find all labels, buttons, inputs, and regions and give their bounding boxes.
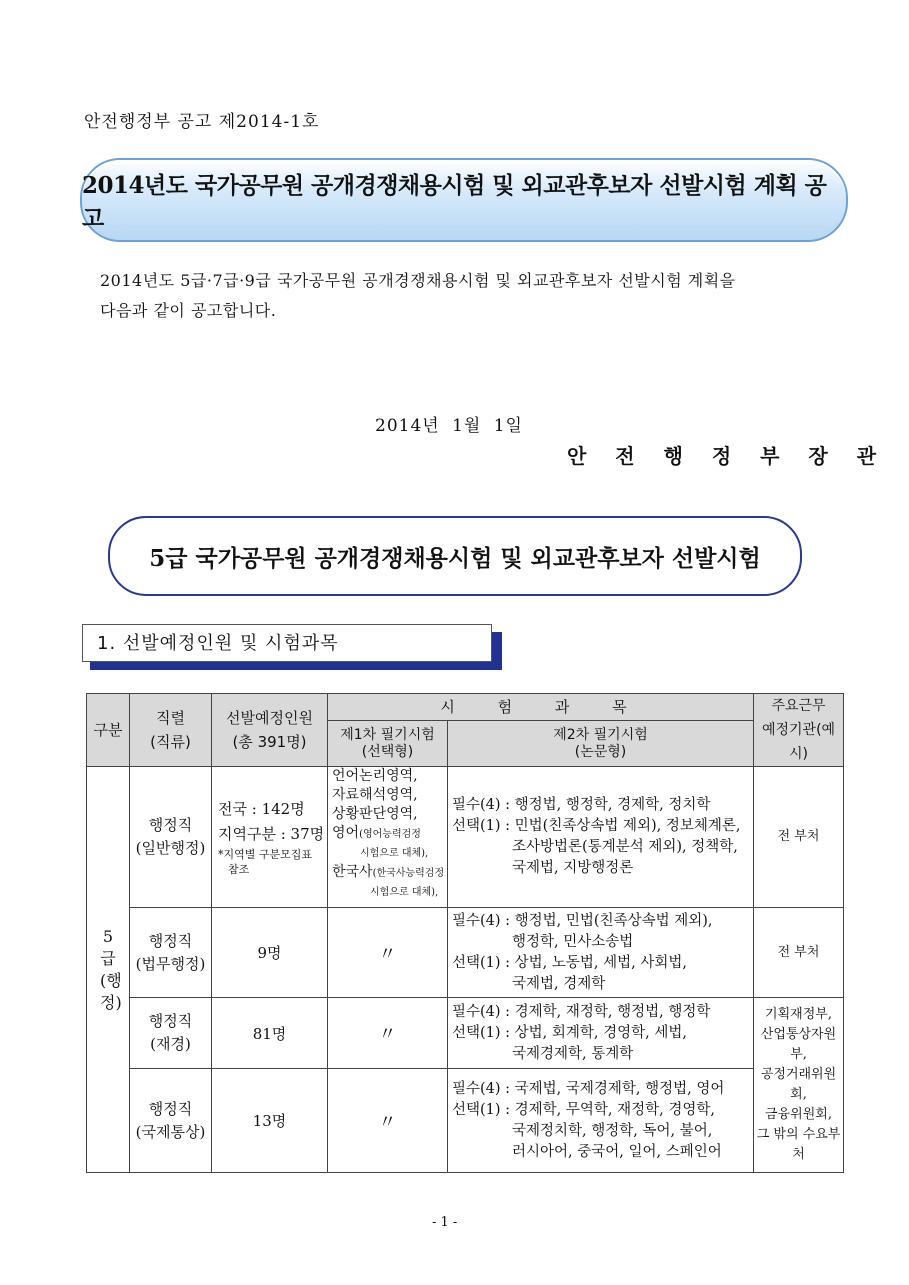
- ditto-mark: 〃: [328, 1069, 448, 1173]
- table-header-row: [87, 694, 844, 721]
- required-subjects: 행정학, 민사소송법: [512, 933, 634, 950]
- header-first-1: 제1차 필기시험: [340, 726, 435, 743]
- header-job-2: (직류): [150, 733, 191, 751]
- header-org: [754, 694, 844, 767]
- first-subject: 언어논리영역,: [332, 768, 418, 784]
- job-track: (법무행정): [135, 954, 206, 973]
- org-item: 그 밖의 수요부처: [756, 1127, 841, 1162]
- page-title: 2014년도 국가공무원 공개경쟁채용시험 및 외교관후보자 선발시험 계획 공고: [82, 172, 827, 232]
- intro-line: 다음과 같이 공고합니다.: [100, 301, 277, 320]
- job-cell: [130, 998, 212, 1069]
- quota-cell: [212, 767, 328, 908]
- quota-cell: 9명: [212, 908, 328, 998]
- table-row: [87, 1069, 844, 1173]
- second-exam-cell: [448, 908, 754, 998]
- section-title: 5급 국가공무원 공개경쟁채용시험 및 외교관후보자 선발시험: [149, 544, 761, 572]
- grade-label: 5급(행정): [100, 926, 122, 1012]
- job-name: 행정직: [148, 816, 193, 834]
- second-exam-cell: [448, 998, 754, 1069]
- job-name: 행정직: [148, 1099, 193, 1118]
- subheading: 1. 선발예정인원 및 시험과목: [82, 624, 492, 662]
- elective-subjects: 선택(1) : 상법, 회계학, 경영학, 세법,: [452, 1024, 687, 1041]
- first-subject-note: 시험으로 대체),: [360, 848, 429, 859]
- quota-national: 전국 : 142명: [218, 800, 305, 818]
- intro-line: 2014년도 5급·7급·9급 국가공무원 공개경쟁채용시험 및 외교관후보자 선발시험 계획을: [100, 271, 736, 290]
- exam-table: [86, 693, 844, 1173]
- elective-subjects: 러시아어, 중국어, 일어, 스페인어: [512, 1143, 722, 1160]
- first-subject: 자료해석영역,: [332, 787, 418, 803]
- grade-label-cell: [87, 767, 130, 1173]
- quota-note: *지역별 구분모집표: [218, 848, 313, 861]
- org-cell-shared: [754, 998, 844, 1173]
- job-cell: [130, 767, 212, 908]
- elective-subjects: 선택(1) : 상법, 노동법, 세법, 사회법,: [452, 954, 687, 971]
- org-item: 공정거래위원회,: [760, 1067, 837, 1102]
- job-name: 행정직: [148, 931, 193, 950]
- table-row: [87, 767, 844, 908]
- intro-paragraph: [100, 266, 840, 326]
- header-quota-1: 선발예정인원: [226, 709, 313, 727]
- org-item: 금융위원회,: [765, 1107, 832, 1122]
- job-name: 행정직: [148, 1012, 193, 1030]
- header-quota-2: (총 391명): [232, 733, 307, 751]
- job-track: (재경): [150, 1035, 191, 1053]
- first-subject-note: 시험으로 대체),: [370, 887, 439, 898]
- table-row: [87, 908, 844, 998]
- org-cell: 전 부처: [754, 908, 844, 998]
- job-track: (일반행정): [135, 839, 206, 857]
- org-cell: 전 부처: [754, 767, 844, 908]
- elective-subjects: 국제경제학, 통계학: [512, 1045, 634, 1062]
- quota-note: 참조: [228, 863, 250, 876]
- job-track: (국제통상): [135, 1122, 206, 1141]
- quota-cell: 81명: [212, 998, 328, 1069]
- first-exam-cell: [328, 767, 448, 908]
- elective-subjects: 국제법, 지방행정론: [512, 860, 634, 876]
- second-exam-cell: [448, 1069, 754, 1173]
- required-subjects: 필수(4) : 행정법, 행정학, 경제학, 정치학: [452, 797, 711, 813]
- org-item: 산업통상자원부,: [760, 1027, 837, 1062]
- elective-subjects: 조사방법론(통계분석 제외), 정책학,: [512, 839, 738, 855]
- second-exam-cell: [448, 767, 754, 908]
- header-job: [130, 694, 212, 767]
- first-subject: 상황판단영역,: [332, 806, 418, 822]
- header-second-1: 제2차 필기시험: [553, 726, 648, 743]
- elective-subjects: 국제정치학, 행정학, 독어, 불어,: [512, 1122, 713, 1139]
- header-quota: [212, 694, 328, 767]
- ditto-mark: 〃: [328, 998, 448, 1069]
- notice-number: 안전행정부 공고 제2014-1호: [84, 112, 320, 132]
- notice-date: 2014년 1월 1일: [375, 416, 523, 436]
- header-subjects: 시 험 과 목: [328, 694, 754, 721]
- required-subjects: 필수(4) : 국제법, 국제경제학, 행정법, 영어: [452, 1080, 725, 1097]
- header-org-2: 예정기관(예시): [761, 722, 836, 762]
- quota-regional: 지역구분 : 37명: [218, 825, 325, 843]
- header-second-2: (논문형): [574, 743, 627, 760]
- job-cell: [130, 1069, 212, 1173]
- header-job-1: 직렬: [156, 709, 185, 727]
- header-first: [328, 721, 448, 767]
- elective-subjects: 선택(1) : 경제학, 무역학, 재정학, 경영학,: [452, 1101, 716, 1118]
- job-cell: [130, 908, 212, 998]
- first-subject: 영어(영어능력검정: [332, 825, 421, 841]
- elective-subjects: 국제법, 경제학: [512, 975, 606, 992]
- quota-cell: 13명: [212, 1069, 328, 1173]
- required-subjects: 필수(4) : 행정법, 민법(친족상속법 제외),: [452, 912, 713, 929]
- ditto-mark: 〃: [328, 908, 448, 998]
- header-second: [448, 721, 754, 767]
- required-subjects: 필수(4) : 경제학, 재정학, 행정법, 행정학: [452, 1003, 711, 1020]
- elective-subjects: 선택(1) : 민법(친족상속법 제외), 정보체계론,: [452, 818, 741, 834]
- table-row: [87, 998, 844, 1069]
- page-number: - 1 -: [432, 1215, 458, 1230]
- title-banner: [80, 158, 848, 242]
- org-item: 기획재정부,: [765, 1007, 832, 1022]
- header-first-2: (선택형): [361, 743, 414, 760]
- header-org-1: 주요근무: [771, 698, 826, 714]
- issuer: 안 전 행 정 부 장 관: [567, 444, 888, 468]
- section-banner: [108, 516, 802, 596]
- header-gubun: 구분: [87, 694, 130, 767]
- first-subject: 한국사(한국사능력검정: [332, 864, 445, 880]
